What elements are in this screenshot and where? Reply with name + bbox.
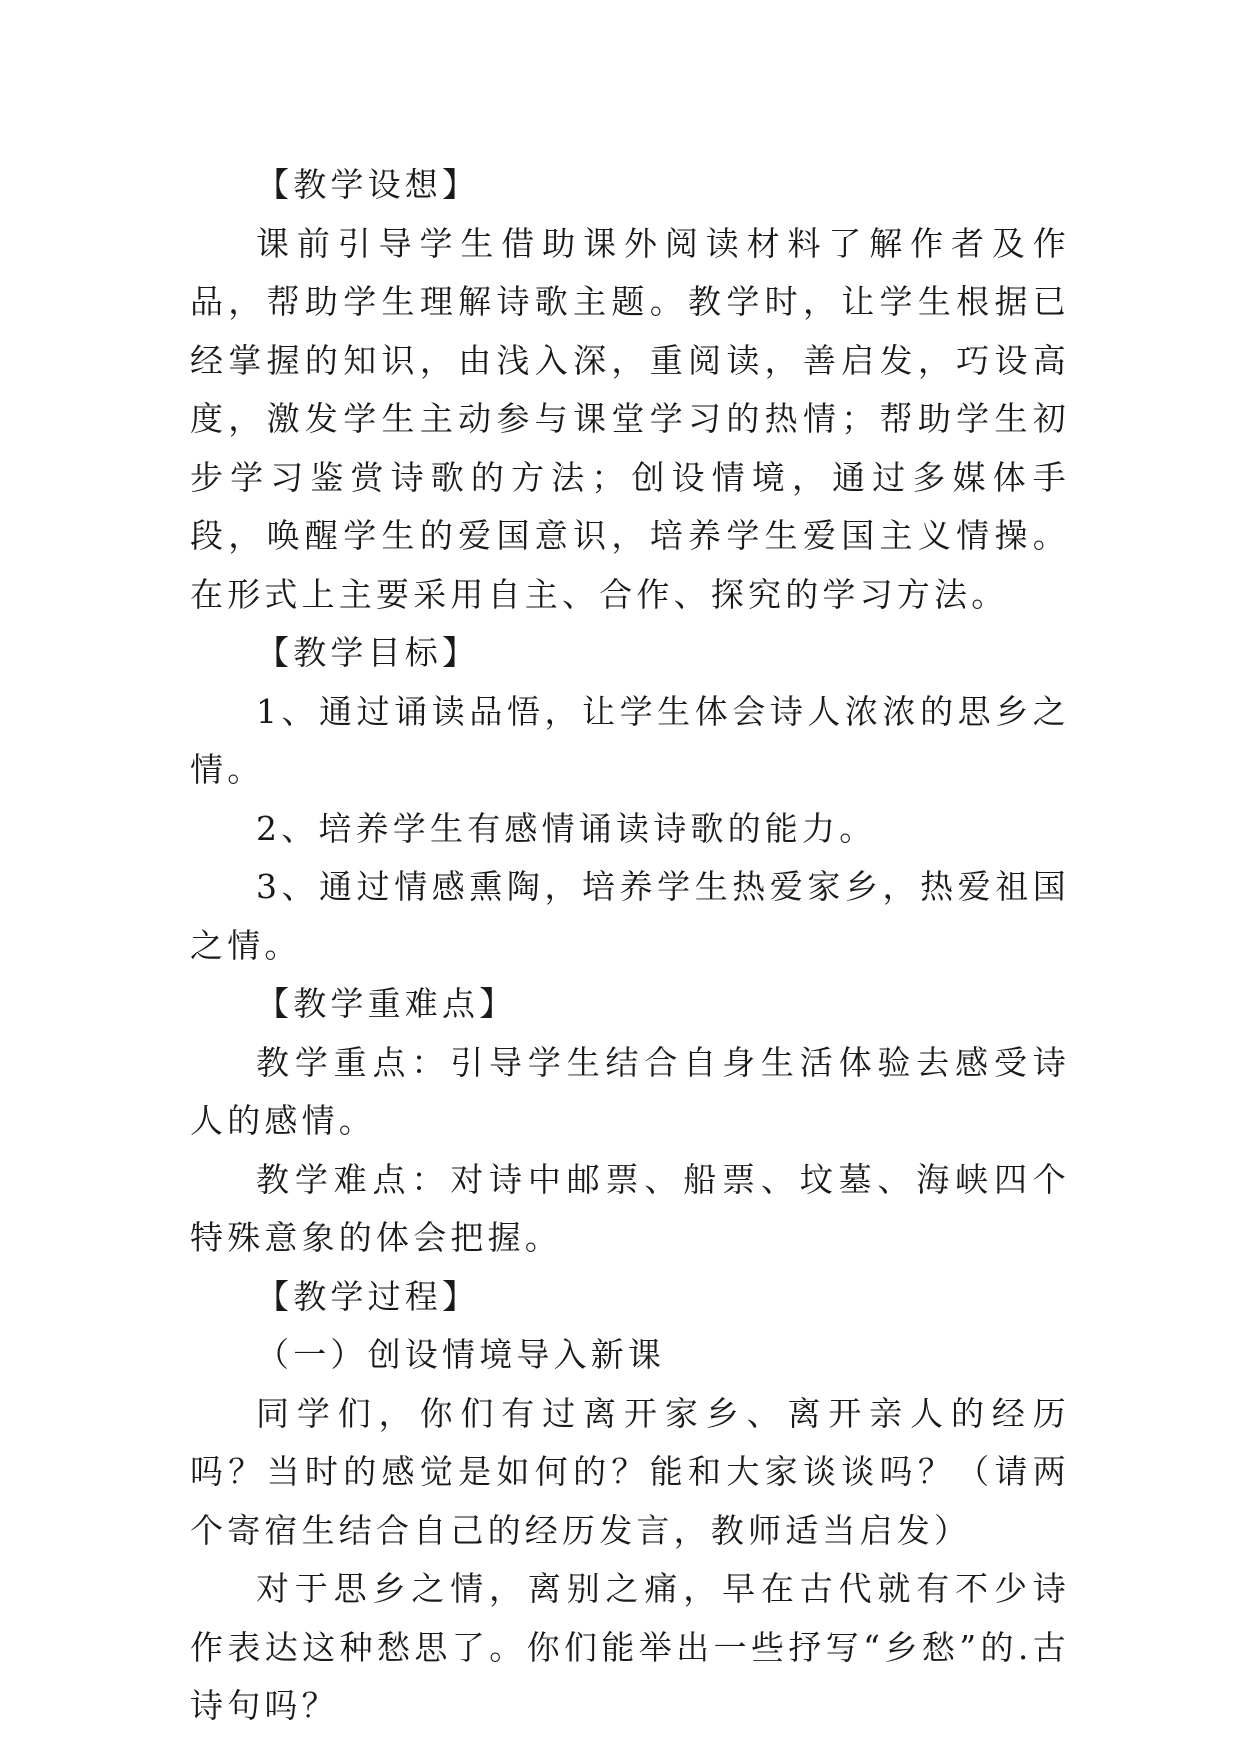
section-heading-design: 【教学设想】 bbox=[256, 165, 480, 204]
objective-item-1: 1、通过诵读品悟，让学生体会诗人浓浓的思乡之情。 bbox=[190, 691, 1070, 789]
objective-item-2: 2、培养学生有感情诵读诗歌的能力。 bbox=[256, 808, 877, 848]
design-paragraph: 课前引导学生借助课外阅读材料了解作者及作品，帮助学生理解诗歌主题。教学时，让学生根据已经掌握的知识，由浅入深，重阅读，善启发，巧设高度，激发学生主动参与课堂学习的热情；帮助学生初步学习鉴赏诗歌的方法；创设情境，通过多媒体手段，唤醒学生的爱国意识，培养学生爱国主义情操。在形式上主要采用自主、合作、探究的学习方法。 bbox=[190, 223, 1070, 614]
key-point-paragraph: 教学重点：引导学生结合自身生活体验去感受诗人的感情。 bbox=[190, 1042, 1070, 1140]
document-body bbox=[190, 156, 1070, 1736]
process-paragraph-1: 同学们，你们有过离开家乡、离开亲人的经历吗？当时的感觉是如何的？能和大家谈谈吗？（请两个寄宿生结合自己的经历发言，教师适当启发） bbox=[190, 1393, 1070, 1550]
objective-item-3: 3、通过情感熏陶，培养学生热爱家乡，热爱祖国之情。 bbox=[190, 867, 1070, 965]
section-heading-key-points: 【教学重难点】 bbox=[256, 984, 517, 1023]
section-heading-objectives: 【教学目标】 bbox=[256, 633, 480, 672]
process-subheading: （一）创设情境导入新课 bbox=[256, 1335, 666, 1374]
section-heading-process: 【教学过程】 bbox=[256, 1276, 480, 1316]
process-paragraph-2: 对于思乡之情，离别之痛，早在古代就有不少诗作表达这种愁思了。你们能举出一些抒写“乡愁”的.古诗句吗？ bbox=[190, 1569, 1070, 1725]
difficulty-paragraph: 教学难点：对诗中邮票、船票、坟墓、海峡四个特殊意象的体会把握。 bbox=[190, 1159, 1070, 1257]
